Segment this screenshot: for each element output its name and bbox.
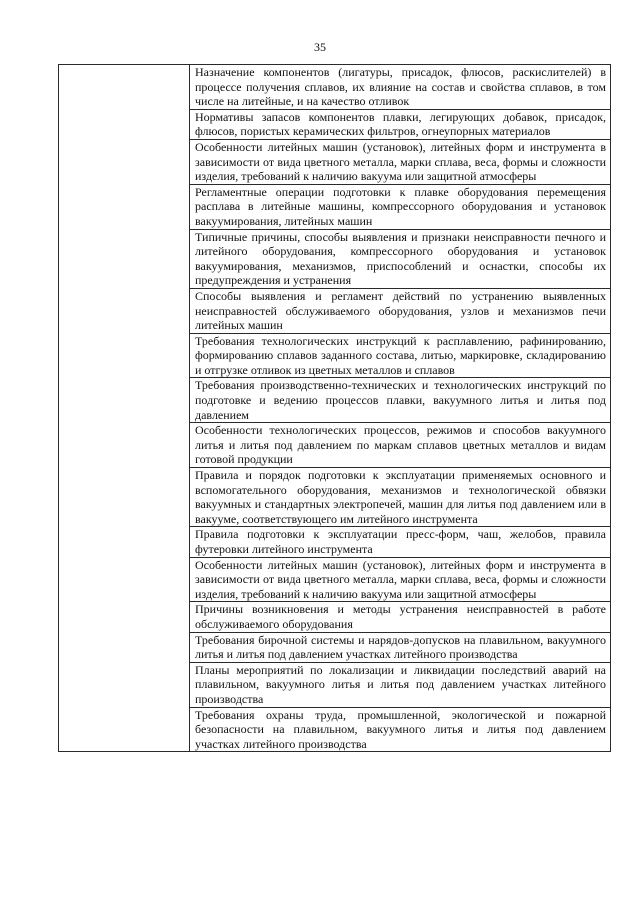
page-number: 35 [314, 40, 326, 54]
table-cell: Регламентные операции подготовки к плавке оборудования перемещения расплава в литейные машины, компрессорного оборудования и установок вакуумирования, литейных машин [190, 184, 611, 229]
table-row [59, 65, 611, 110]
table-cell: Причины возникновения и методы устранения неисправностей в работе обслуживаемого оборудования [190, 602, 611, 632]
category-cell [59, 65, 190, 752]
table-cell: Нормативы запасов компонентов плавки, легирующих добавок, присадок, флюсов, пористых керамических фильтров, огнеупорных материалов [190, 109, 611, 139]
table-cell: Требования производственно-технических и технологических инструкций по подготовке и ведению процессов плавки, вакуумного литья и литья под давлением [190, 378, 611, 423]
table-cell: Особенности технологических процессов, режимов и способов вакуумного литья и литья под давлением по маркам сплавов цветных металлов и видам готовой продукции [190, 423, 611, 468]
requirements-table [58, 64, 611, 752]
table-cell: Типичные причины, способы выявления и признаки неисправности печного и литейного оборудования, компрессорного оборудования и установок вакуумирования, механизмов, приспособлений и оснастки, способы их предупреждения и устранения [190, 229, 611, 288]
table-cell: Особенности литейных машин (установок), литейных форм и инструмента в зависимости от вида цветного металла, марки сплава, веса, формы и сложности изделия, требований к наличию вакуума или защитной атмосферы [190, 557, 611, 602]
table-cell: Способы выявления и регламент действий по устранению выявленных неисправностей обслуживаемого оборудования, узлов и механизмов печи литейных машин [190, 288, 611, 333]
table-cell: Требования технологических инструкций к расплавлению, рафинированию, формированию сплавов заданного состава, литью, маркировке, складированию и отгрузке отливок из цветных металлов и сплавов [190, 333, 611, 378]
table-cell: Особенности литейных машин (установок), литейных форм и инструмента в зависимости от вида цветного металла, марки сплава, веса, формы и сложности изделия, требований к наличию вакуума или защитной атмосферы [190, 139, 611, 184]
table-cell: Планы мероприятий по локализации и ликвидации последствий аварий на плавильном, вакуумного литья и литья под давлением участках литейного производства [190, 662, 611, 707]
table-cell: Назначение компонентов (лигатуры, присадок, флюсов, раскислителей) в процессе получения сплавов, их влияние на состав и свойства сплавов, в том числе на литейные, и на качество отливок [190, 65, 611, 110]
table-cell: Правила и порядок подготовки к эксплуатации применяемых основного и вспомогательного оборудования, механизмов и технологической обвязки вакуумных и стандартных электропечей, машин для литья под давлением или в вакууме, соответствующего им литейного инструмента [190, 468, 611, 527]
table-cell: Требования охраны труда, промышленной, экологической и пожарной безопасности на плавильном, вакуумного литья и литья под давлением участках литейного производства [190, 707, 611, 752]
table-cell: Правила подготовки к эксплуатации пресс-форм, чаш, желобов, правила футеровки литейного инструмента [190, 527, 611, 557]
table-cell: Требования бирочной системы и нарядов-допусков на плавильном, вакуумного литья и литья под давлением участках литейного производства [190, 632, 611, 662]
